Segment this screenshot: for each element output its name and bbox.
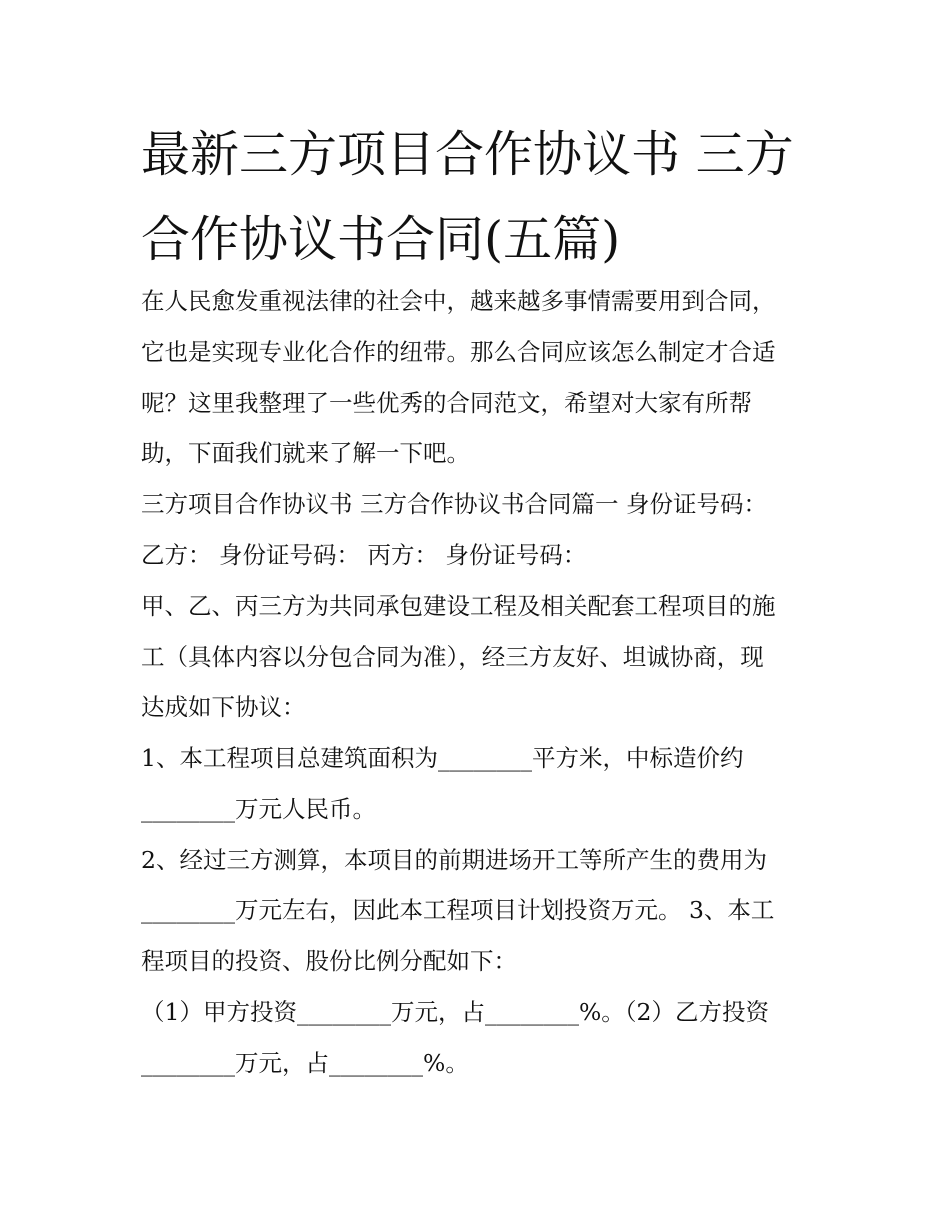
paragraph-line: ________万元左右，因此本工程项目计划投资万元。 3、本工 — [141, 896, 775, 924]
paragraph-line: 程项目的投资、股份比例分配如下： — [141, 947, 517, 975]
paragraph-line: 工（具体内容以分包合同为准），经三方友好、坦诚协商，现 — [141, 643, 764, 671]
paragraph-line: 1、本工程项目总建筑面积为________平方米，中标造价约 — [141, 744, 744, 772]
paragraph-line: ________万元人民币。 — [141, 795, 376, 823]
document-title: 最新三方项目合作协议书 三方合作协议书合同(五篇) — [141, 126, 794, 268]
paragraph-line: （1）甲方投资________万元，占________%。（2）乙方投资 — [141, 998, 769, 1026]
paragraph-line: 2、经过三方测算，本项目的前期进场开工等所产生的费用为 — [141, 846, 767, 874]
paragraph-line: 助，下面我们就来了解一下吧。 — [141, 439, 470, 467]
paragraph-line: ________万元，占________%。 — [141, 1049, 469, 1077]
paragraph-line: 乙方： 身份证号码： 丙方： 身份证号码： — [141, 541, 587, 569]
paragraph-line: 甲、乙、丙三方为共同承包建设工程及相关配套工程项目的施 — [141, 592, 776, 620]
paragraph-line: 三方项目合作协议书 三方合作协议书合同篇一 身份证号码： — [141, 490, 767, 518]
paragraph-line: 呢？这里我整理了一些优秀的合同范文，希望对大家有所帮 — [141, 389, 752, 417]
paragraph-line: 它也是实现专业化合作的纽带。那么合同应该怎么制定才合适 — [141, 338, 776, 366]
paragraph-line: 在人民愈发重视法律的社会中，越来越多事情需要用到合同， — [141, 287, 776, 315]
paragraph-line: 达成如下协议： — [141, 693, 306, 721]
